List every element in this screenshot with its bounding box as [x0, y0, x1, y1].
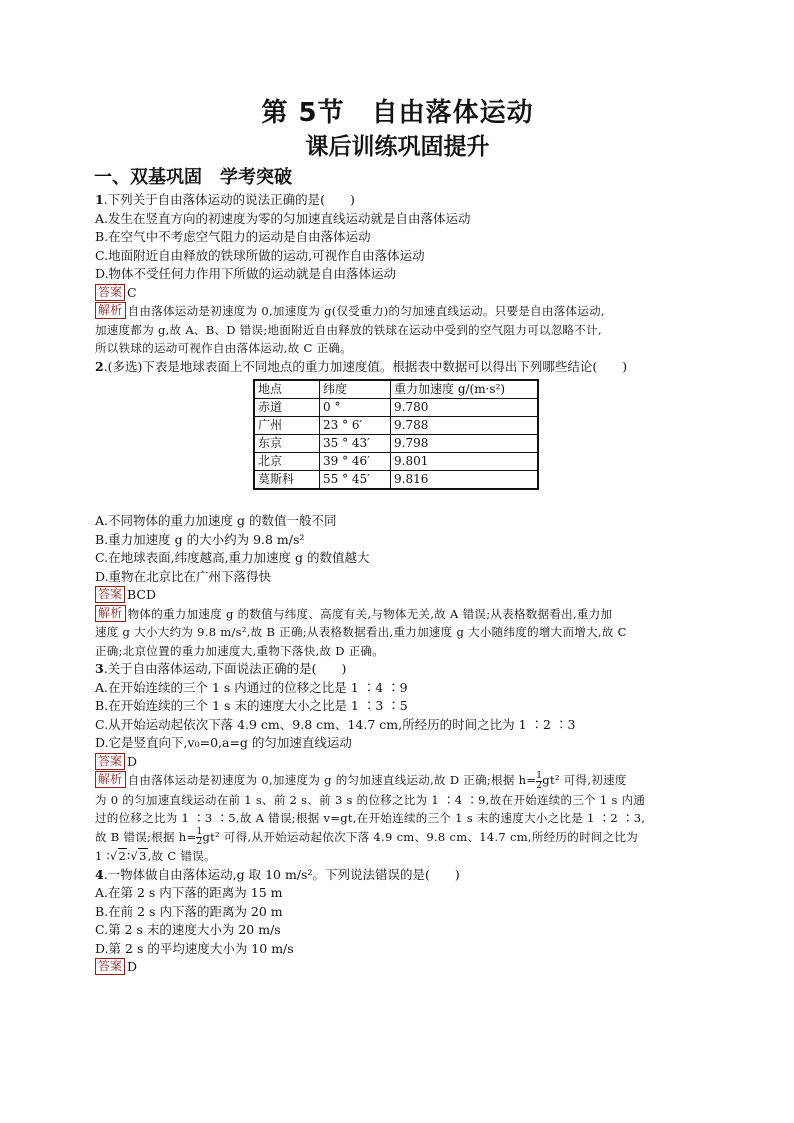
q4-option-a: A.在第 2 s 内下落的距离为 15 m [95, 885, 283, 900]
q2-option-c: C.在地球表面,纬度越高,重力加速度 g 的数值越大 [95, 550, 370, 565]
table-cell: 北京 [254, 453, 320, 471]
table-header: 地点 [254, 380, 320, 399]
q2-option-a: A.不同物体的重力加速度 g 的数值一般不同 [95, 513, 337, 528]
answer-tag: 答案 [95, 284, 125, 301]
table-cell: 23 ° 6′ [320, 417, 391, 435]
q1-explanation: 解析 自由落体运动是初速度为 0,加速度为 g(仅受重力)的匀加速直线运动。只要是自由落体运动, 加速度都为 g,故 A、B、D 错误;地面附近自由释放的铁球在运动中受到的空气阻力可以忽略不计, 所以铁球的运动可视作自由落体运动,故 C 正确。 [95, 303, 605, 355]
table-cell: 莫斯科 [254, 471, 320, 490]
q3-option-d: D.它是竖直向下,v₀=0,a=g 的匀加速直线运动 [95, 735, 352, 750]
sqrt-3: 3 [139, 849, 147, 863]
table-header: 重力加速度 g/(m·s²) [391, 380, 539, 399]
page-title: 第 5节 自由落体运动 [261, 98, 534, 128]
q1-answer: 答案 C [95, 284, 700, 303]
table-cell: 9.816 [391, 471, 539, 490]
question-3 [95, 660, 700, 866]
table-cell: 9.788 [391, 417, 539, 435]
table-cell: 9.801 [391, 453, 539, 471]
answer-tag: 答案 [95, 753, 125, 770]
q3-option-a: A.在开始连续的三个 1 s 内通过的位移之比是 1 ∶4 ∶9 [95, 679, 408, 695]
table-cell: 39 ° 46′ [320, 453, 391, 471]
table-header-row [254, 380, 538, 399]
question-1-stem: 1.下列关于自由落体运动的说法正确的是( ) [95, 192, 355, 207]
sqrt-2: 2 [118, 849, 127, 863]
table-cell: 35 ° 43′ [320, 435, 391, 453]
q2-option-d: D.重物在北京比在广州下落得快 [95, 568, 272, 584]
q2-option-b: B.重力加速度 g 的大小约为 9.8 m/s² [95, 531, 305, 547]
q2-answer: 答案 BCD [95, 586, 700, 605]
q4-answer: 答案 D [95, 958, 700, 977]
q1-option-d: D.物体不受任何力作用下所做的运动就是自由落体运动 [95, 266, 397, 281]
table-row [254, 435, 538, 453]
q4-option-c: C.第 2 s 末的速度大小为 20 m/s [95, 922, 281, 937]
table-cell: 9.780 [391, 399, 539, 417]
table-row [254, 399, 538, 417]
q1-option-a: A.发生在竖直方向的初速度为零的匀加速直线运动就是自由落体运动 [95, 210, 471, 226]
table-cell: 广州 [254, 417, 320, 435]
explain-tag: 解析 [95, 605, 126, 622]
question-4 [95, 866, 700, 977]
table-cell: 东京 [254, 435, 320, 453]
page-subtitle: 课后训练巩固提升 [305, 134, 490, 160]
explain-tag: 解析 [95, 302, 126, 319]
q1-option-c: C.地面附近自由释放的铁球所做的运动,可视作自由落体运动 [95, 247, 425, 263]
q3-option-c: C.从开始运动起依次下落 4.9 cm、9.8 cm、14.7 cm,所经历的时间之比为 1 ∶2 ∶3 [95, 716, 576, 732]
q2-explanation: 解析 物体的重力加速度 g 的数值与纬度、高度有关,与物体无关,故 A 错误;从表格数据看出,重力加 速度 g 大小大约为 9.8 m/s²,故 B 正确;从表格数据看出,重力加速度 g 大小随纬度的增大而增大,故 C 正确;北京位置的重力加速度大,重物下落快,故 D 正确。 [95, 605, 627, 658]
q1-option-b: B.在空气中不考虑空气阻力的运动是自由落体运动 [95, 229, 371, 244]
table-row [254, 417, 538, 435]
question-1 [95, 191, 700, 358]
question-2-stem: 2.(多选)下表是地球表面上不同地点的重力加速度值。根据表中数据可以得出下列哪些结论( ) [95, 358, 628, 374]
q4-option-d: D.第 2 s 的平均速度大小为 10 m/s [95, 940, 294, 956]
answer-tag: 答案 [95, 586, 125, 603]
table-row [254, 453, 538, 471]
question-2 [95, 358, 700, 661]
section-heading: 一、双基巩固 学考突破 [94, 167, 292, 188]
q3-option-b: B.在开始连续的三个 1 s 末的速度大小之比是 1 ∶3 ∶5 [95, 698, 408, 713]
fraction: $\frac{1}{2}$ [536, 770, 543, 791]
answer-tag: 答案 [95, 958, 125, 975]
fraction: $\frac{1}{2}$ [196, 827, 203, 847]
table-cell: 0 ° [320, 399, 391, 417]
table-header: 纬度 [320, 380, 391, 399]
q3-answer: 答案 D [95, 753, 700, 772]
explain-tag: 解析 [95, 771, 126, 788]
document-page [95, 96, 700, 977]
gravity-table [253, 379, 539, 490]
q4-option-b: B.在前 2 s 内下落的距离为 20 m [95, 903, 283, 919]
table-cell: 赤道 [254, 399, 320, 417]
question-3-stem: 3.关于自由落体运动,下面说法正确的是( ) [95, 661, 347, 676]
table-row [254, 471, 538, 490]
question-4-stem: 4.一物体做自由落体运动,g 取 10 m/s²。下列说法错误的是( ) [95, 866, 460, 882]
q3-explanation: 解析 自由落体运动是初速度为 0,加速度为 g 的匀加速直线运动,故 D 正确;根据 h= $\frac{1}{2}$ gt² 可得,初速度 为 0 的匀加速直线运动在前 1 s、前 2 s、前 3 s 的位移之比为 1 ∶4 ∶9,故在开始连续的三个 1 s 内通 过的位移之比为 1 ∶3 ∶5,故 A 错误;根据 v=gt,在开始连续的三个 1 s 末的速度大小之比是 1 ∶2 ∶3, 故 B 错误;根据 h= $\frac{1}{2}$ gt² 可得,从开始运动起依次下落 4.9 cm、9.8 cm、14.7 cm,所经历的时间之比为 1 ∶√2∶√3,故 C 错误。 [95, 770, 646, 863]
table-cell: 9.798 [391, 435, 539, 453]
table-cell: 55 ° 45′ [320, 471, 391, 490]
